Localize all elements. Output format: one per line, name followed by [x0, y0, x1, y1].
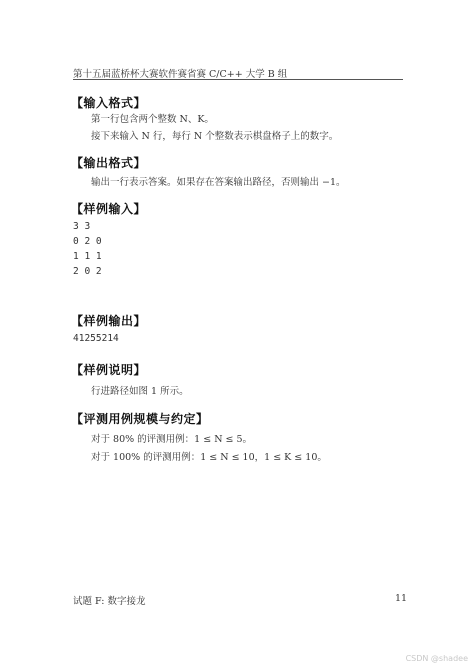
header-divider	[73, 79, 403, 80]
section-title-sample-explanation: 【样例说明】	[71, 363, 147, 377]
sample-input-line-2: 0 2 0	[73, 236, 102, 247]
input-format-line-2: 接下来输入 N 行，每行 N 个整数表示棋盘格子上的数字。	[91, 131, 339, 142]
input-format-line-1: 第一行包含两个整数 N、K。	[91, 114, 214, 125]
section-title-sample-output: 【样例输出】	[71, 314, 147, 328]
watermark: CSDN @shadee	[405, 654, 468, 663]
section-title-sample-input: 【样例输入】	[71, 202, 147, 216]
section-title-output-format: 【输出格式】	[71, 156, 147, 170]
constraints-line-2: 对于 100% 的评测用例：1 ≤ N ≤ 10，1 ≤ K ≤ 10。	[91, 452, 327, 463]
page-footer-title: 试题 F: 数字接龙	[73, 596, 146, 607]
sample-output-line-1: 41255214	[73, 333, 119, 344]
sample-input-line-4: 2 0 2	[73, 266, 102, 277]
section-title-input-format: 【输入格式】	[71, 96, 147, 110]
sample-explanation-line-1: 行进路径如图 1 所示。	[91, 386, 189, 397]
section-title-constraints: 【评测用例规模与约定】	[71, 412, 209, 426]
page-header: 第十五届蓝桥杯大赛软件赛省赛 C/C++ 大学 B 组	[73, 69, 288, 80]
sample-input-line-1: 3 3	[73, 221, 91, 232]
output-format-line-1: 输出一行表示答案。如果存在答案输出路径，否则输出 −1。	[91, 177, 346, 188]
constraints-line-1: 对于 80% 的评测用例：1 ≤ N ≤ 5。	[91, 434, 253, 445]
sample-input-line-3: 1 1 1	[73, 251, 102, 262]
page-number: 11	[395, 593, 408, 604]
